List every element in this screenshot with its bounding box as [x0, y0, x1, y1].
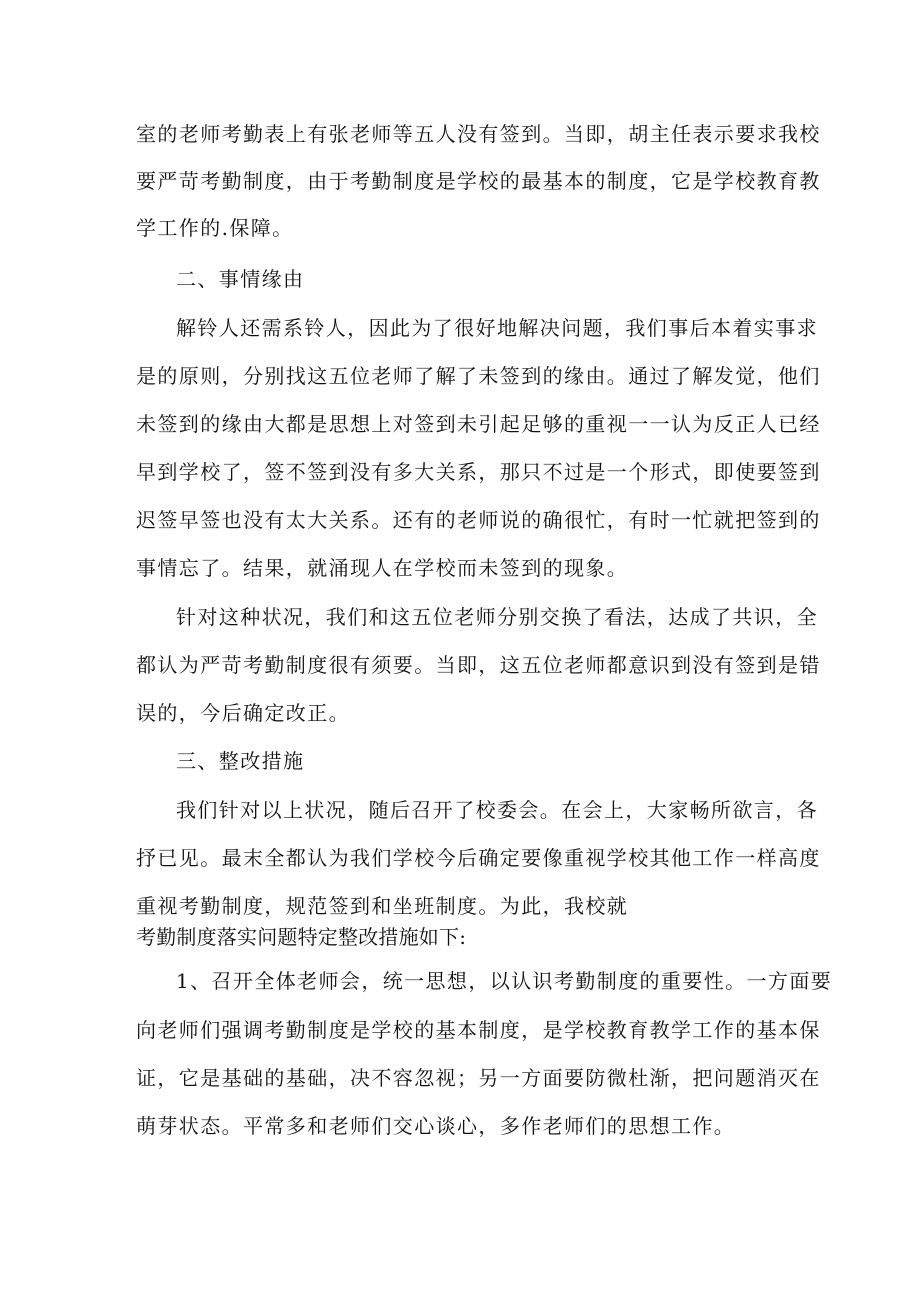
- paragraph-line: 证，它是基础的基础，决不容忽视；另一方面要防微杜渐，把问题消灭在: [136, 1066, 821, 1090]
- paragraph-line: 早到学校了，签不签到没有多大关系，那只不过是一个形式，即使要签到: [136, 460, 821, 484]
- section-heading: 二、事情缘由: [176, 267, 305, 291]
- paragraph-line: 我们针对以上状况，随后召开了校委会。在会上，大家畅所欲言，各: [176, 798, 818, 822]
- paragraph-line: 向老师们强调考勤制度是学校的基本制度，是学校教育教学工作的基本保: [136, 1018, 821, 1042]
- paragraph-line: 室的老师考勤表上有张老师等五人没有签到。当即，胡主任表示要求我校: [136, 122, 821, 146]
- paragraph-line: 1、召开全体老师会，统一思想，以认识考勤制度的重要性。一方面要: [176, 969, 833, 993]
- paragraph-line: 事情忘了。结果，就涌现人在学校而未签到的现象。: [136, 556, 629, 580]
- paragraph-line: 解铃人还需系铃人，因此为了很好地解决问题，我们事后本着实事求: [176, 316, 818, 340]
- paragraph-line: 未签到的缘由大都是思想上对签到未引起足够的重视一一认为反正人已经: [136, 412, 821, 436]
- paragraph-line: 抒已见。最末全都认为我们学校今后确定要像重视学校其他工作一样高度: [136, 846, 821, 870]
- paragraph-line: 是的原则，分别找这五位老师了解了未签到的缘由。通过了解发觉，他们: [136, 364, 821, 388]
- paragraph-line: 萌芽状态。平常多和老师们交心谈心，多作老师们的思想工作。: [136, 1114, 736, 1138]
- paragraph-line: 重视考勤制度，规范签到和坐班制度。为此，我校就: [136, 894, 629, 918]
- paragraph-line: 考勤制度落实问题特定整改措施如下:: [136, 925, 467, 949]
- paragraph-line: 要严苛考勤制度，由于考勤制度是学校的最基本的制度，它是学校教育教: [136, 169, 821, 193]
- section-heading: 三、整改措施: [176, 749, 305, 773]
- paragraph-line: 迟签早签也没有太大关系。还有的老师说的确很忙，有时一忙就把签到的: [136, 508, 821, 532]
- paragraph-line: 都认为严苛考勤制度很有须要。当即，这五位老师都意识到没有签到是错: [136, 653, 821, 677]
- paragraph-line: 针对这种状况，我们和这五位老师分别交换了看法，达成了共识，全: [176, 605, 818, 629]
- paragraph-line: 误的，今后确定改正。: [136, 701, 350, 725]
- paragraph-line: 学工作的.保障。: [136, 216, 294, 240]
